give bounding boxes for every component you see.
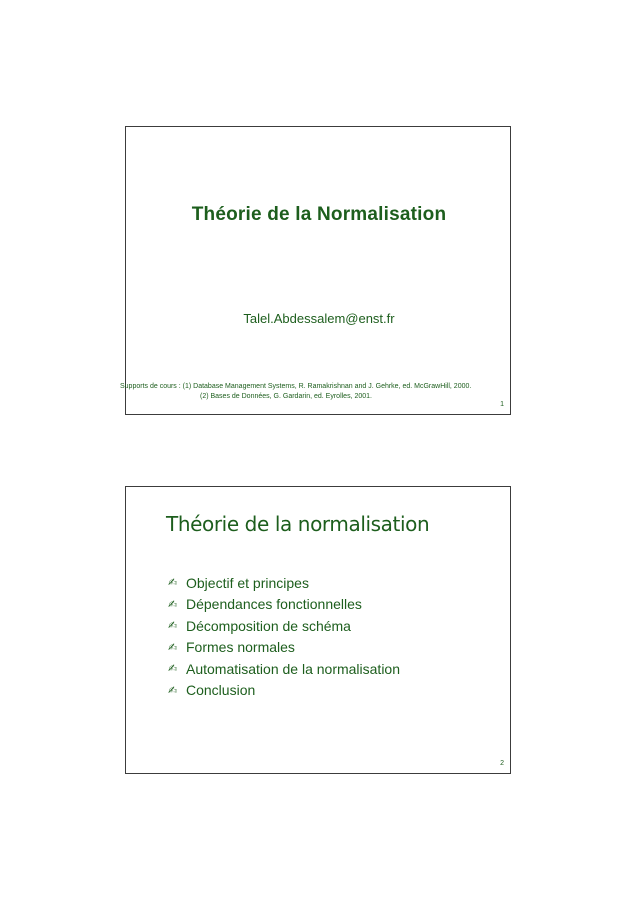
list-item (168, 594, 400, 616)
pen-icon: ✍ (168, 662, 178, 676)
outline-list (168, 572, 400, 701)
slide-2 (125, 486, 511, 774)
slide-2-page-number: 2 (500, 760, 504, 767)
list-item-label: Formes normales (186, 639, 295, 656)
slide-1-page-number: 1 (500, 401, 504, 408)
pen-icon: ✍ (168, 576, 178, 590)
list-item (168, 680, 400, 702)
list-item (168, 572, 400, 594)
list-item-label: Automatisation de la normalisation (186, 660, 401, 677)
slide-2-title: Théorie de la normalisation (166, 512, 430, 536)
slide-1 (120, 126, 511, 415)
pen-icon: ✍ (168, 619, 178, 633)
pen-icon: ✍ (168, 683, 178, 697)
author-email: Talel.Abdessalem@enst.fr (243, 311, 395, 326)
list-item-label: Dépendances fonctionnelles (186, 596, 362, 613)
list-item (168, 637, 400, 659)
pen-icon: ✍ (168, 597, 178, 611)
list-item-label: Objectif et principes (186, 574, 309, 591)
list-item-label: Décomposition de schéma (186, 617, 351, 634)
reference-line-2: (2) Bases de Données, G. Gardarin, ed. Eyrolles, 2001. (200, 393, 372, 400)
slide-1-title: Théorie de la Normalisation (191, 204, 447, 225)
list-item-label: Conclusion (186, 682, 256, 699)
list-item (168, 658, 400, 680)
list-item (168, 615, 400, 637)
reference-line-1: Supports de cours : (1) Database Management Systems, R. Ramakrishnan and J. Gehrke, ed. McGrawHill, 2000. (120, 383, 472, 390)
course-references (120, 382, 471, 402)
pen-icon: ✍ (168, 640, 178, 654)
